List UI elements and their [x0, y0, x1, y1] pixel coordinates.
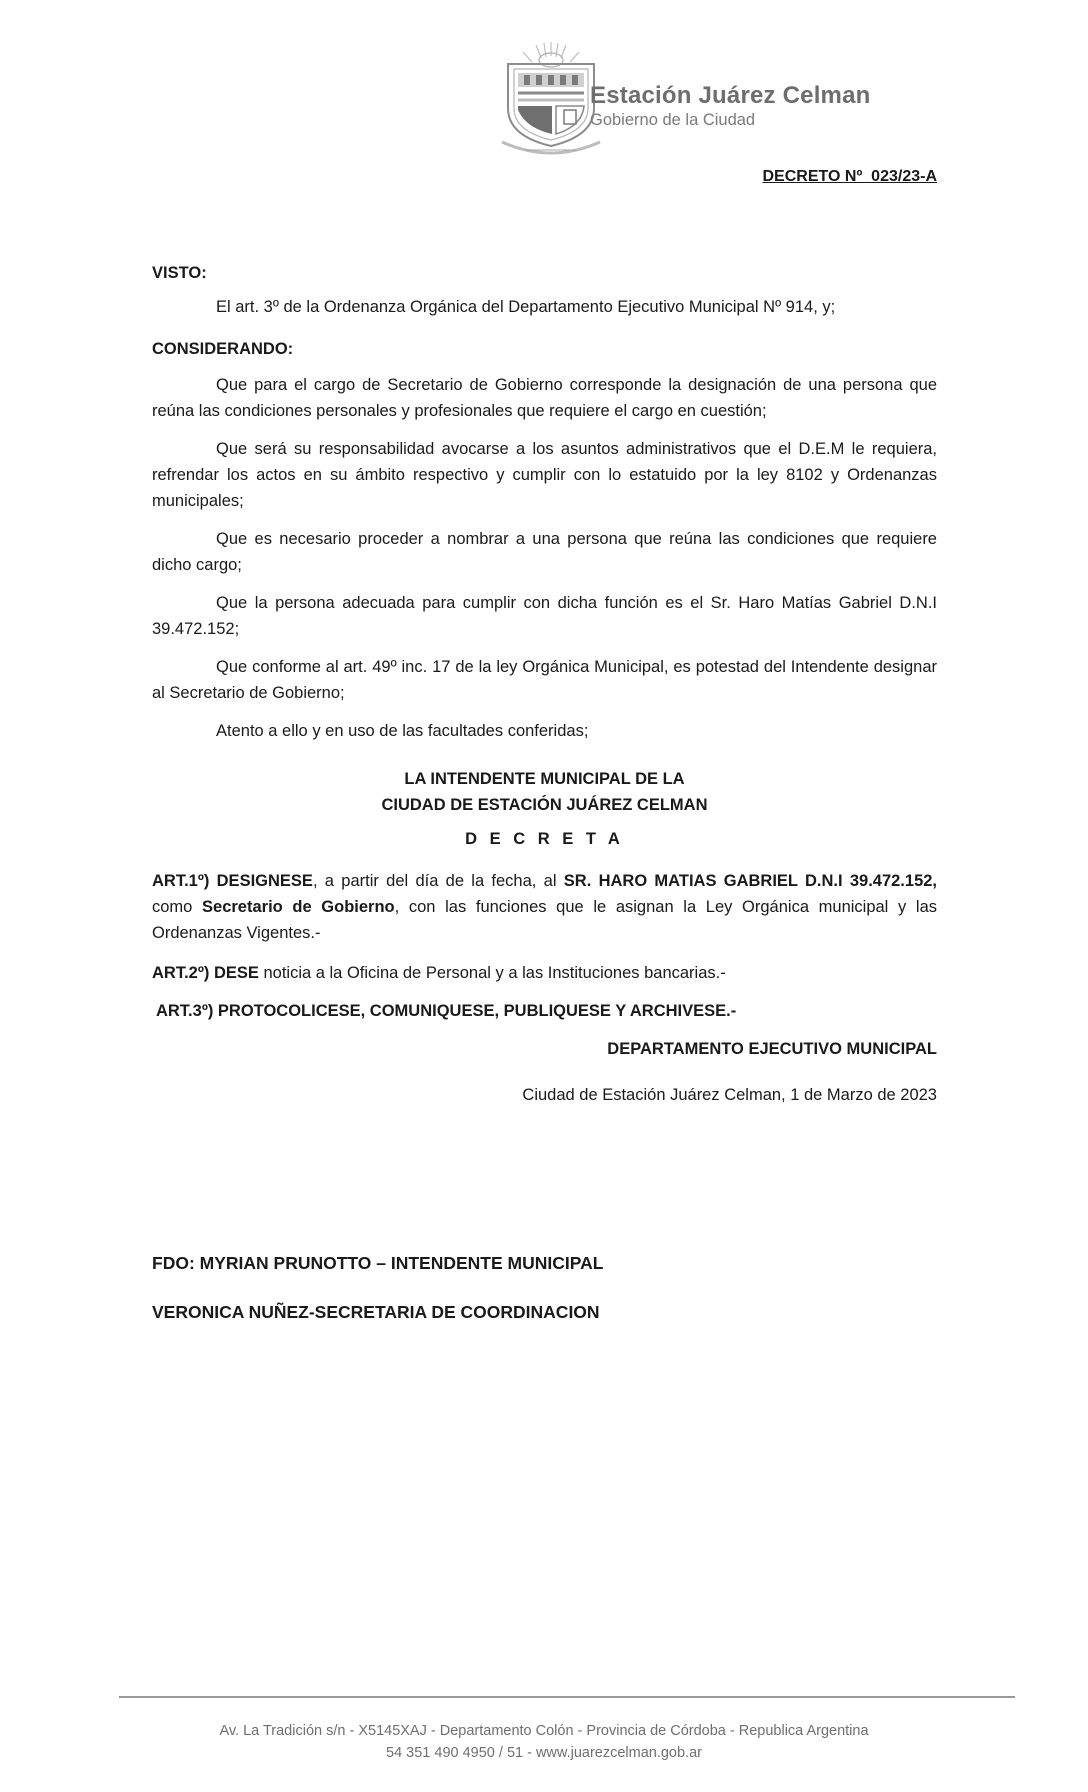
article-1 [152, 868, 937, 946]
authority-line1: LA INTENDENTE MUNICIPAL DE LA [404, 770, 685, 788]
footer-contact: 54 351 490 4950 / 51 - www.juarezcelman.gob.ar [386, 1745, 702, 1761]
art1-text: , a partir del día de la fecha, al [312, 872, 564, 890]
visto-section [152, 260, 937, 320]
department-label: DEPARTAMENTO EJECUTIVO MUNICIPAL [607, 1040, 937, 1058]
signature-line-2: VERONICA NUÑEZ-SECRETARIA DE COORDINACION [152, 1302, 600, 1322]
decreta-heading: D E C R E T A [465, 830, 624, 848]
art2-text: noticia a la Oficina de Personal y a las Instituciones bancarias.- [258, 964, 726, 982]
considerando-paragraph: Que para el cargo de Secretario de Gobierno corresponde la designación de una persona que reúna las condiciones personales y profesionales que requiere el cargo en cuestión; [152, 376, 937, 420]
considerando-paragraph: Que será su responsabilidad avocarse a los asuntos administrativos que el D.E.M le requiera, refrendar los actos en su ámbito respectivo y cumplir con lo estatuido por la ley 8102 y Ordenanzas municipales; [152, 440, 937, 510]
article-3: ART.3º) PROTOCOLICESE, COMUNIQUESE, PUBLIQUESE Y ARCHIVESE.- [152, 1002, 737, 1020]
art1-person: SR. HARO MATIAS GABRIEL D.N.I 39.472.152, [563, 872, 937, 890]
visto-text: El art. 3º de la Ordenanza Orgánica del Departamento Ejecutivo Municipal Nº 914, y; [216, 298, 836, 316]
brand-block [590, 82, 871, 130]
decree-number: DECRETO Nº 023/23-A [762, 168, 937, 185]
art1-text: , con las funciones que le asignan la Ley Orgánica municipal y las Ordenanzas Vigentes.- [152, 898, 938, 942]
authority-line2: CIUDAD DE ESTACIÓN JUÁREZ CELMAN [381, 796, 708, 814]
brand-subtitle: Gobierno de la Ciudad [590, 111, 756, 129]
visto-label: VISTO: [152, 264, 207, 282]
article-2 [152, 960, 937, 986]
considerando-paragraph: Que conforme al art. 49º inc. 17 de la ley Orgánica Municipal, es potestad del Intendente designar al Secretario de Gobierno; [152, 658, 937, 702]
date-line: Ciudad de Estación Juárez Celman, 1 de Marzo de 2023 [522, 1086, 937, 1104]
brand-name: Estación Juárez Celman [590, 82, 871, 109]
footer-address: Av. La Tradición s/n - X5145XAJ - Departamento Colón - Provincia de Córdoba - Republica Argentina [219, 1723, 869, 1739]
considerando-section [152, 336, 937, 744]
considerando-paragraph: Que la persona adecuada para cumplir con dicha función es el Sr. Haro Matías Gabriel D.N.I 39.472.152; [152, 594, 937, 638]
art2-heading: ART.2º) DESE [152, 964, 259, 982]
articles-block [152, 868, 937, 1108]
art1-heading: ART.1º) DESIGNESE [152, 872, 313, 890]
authority-block [152, 766, 937, 852]
considerando-paragraph: Que es necesario proceder a nombrar a una persona que reúna las condiciones que requiere dicho cargo; [152, 530, 937, 574]
signature-line-1: FDO: MYRIAN PRUNOTTO – INTENDENTE MUNICIPAL [152, 1253, 604, 1273]
considerando-label: CONSIDERANDO: [152, 340, 294, 358]
art1-text: como [152, 898, 203, 916]
footer-divider [119, 1696, 1015, 1698]
considerando-paragraph: Atento a ello y en uso de las facultades conferidas; [216, 722, 589, 740]
art1-role: Secretario de Gobierno [202, 898, 395, 916]
